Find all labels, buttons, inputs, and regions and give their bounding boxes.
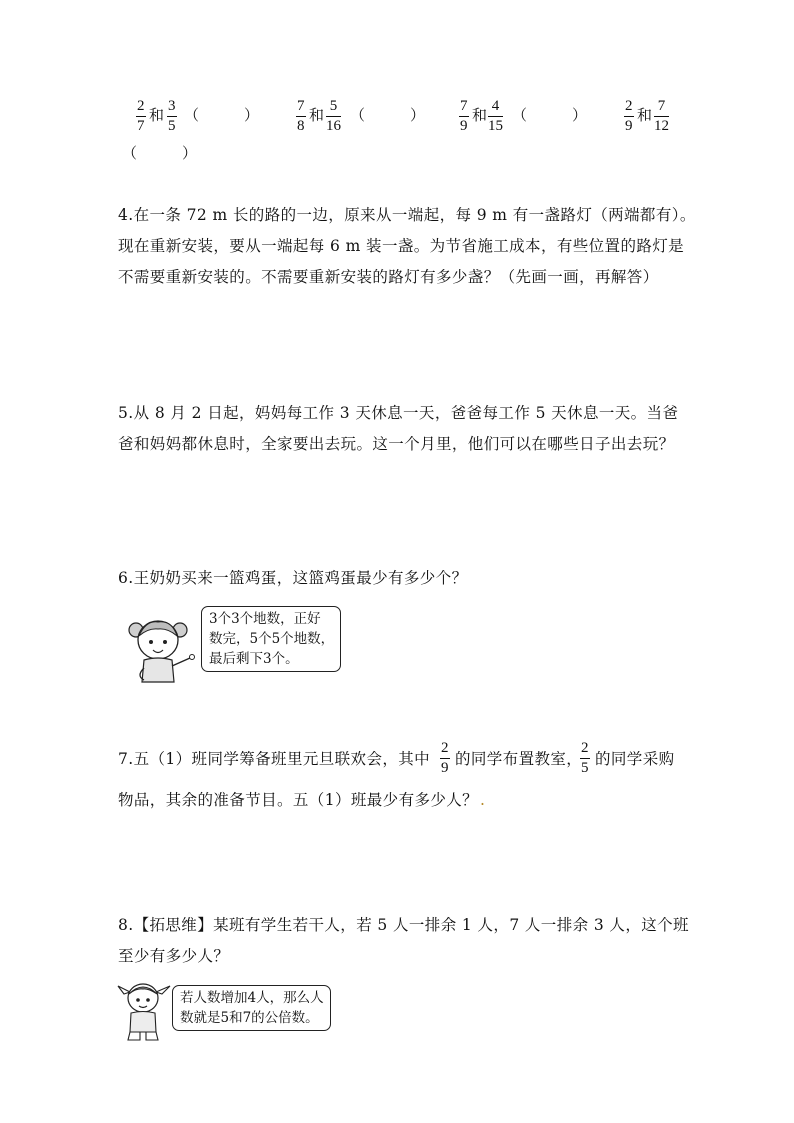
denominator: 5 bbox=[581, 760, 589, 776]
denominator: 15 bbox=[488, 118, 503, 134]
fraction-a-3 bbox=[459, 99, 469, 134]
fraction-a-1 bbox=[136, 99, 146, 134]
problem-5-line: 爸和妈妈都休息时，全家要出去玩。这一个月里，他们可以在哪些日子出去玩？ bbox=[118, 435, 675, 453]
numerator: 7 bbox=[460, 98, 468, 114]
denominator: 12 bbox=[654, 118, 669, 134]
and-word: 和 bbox=[472, 106, 488, 124]
and-word: 和 bbox=[309, 106, 325, 124]
hint-speech-bubble-6 bbox=[201, 606, 341, 672]
denominator: 9 bbox=[625, 118, 633, 134]
problem-8-line: 8.【拓思维】某班有学生若干人，若 5 人一排余 1 人，7 人一排余 3 人，这个班 bbox=[118, 916, 689, 934]
fraction-b-3 bbox=[488, 99, 503, 134]
fraction-two-fifths bbox=[580, 741, 590, 776]
denominator: 9 bbox=[460, 118, 468, 134]
girl-illustration bbox=[126, 612, 198, 690]
bubble-line: 数就是5和7的公倍数。 bbox=[180, 1010, 319, 1026]
fraction-two-ninths bbox=[440, 741, 450, 776]
answer-blank-3[interactable]: （ ） bbox=[512, 106, 588, 124]
denominator: 16 bbox=[326, 118, 341, 134]
numerator: 3 bbox=[168, 98, 176, 114]
numerator: 2 bbox=[137, 98, 145, 114]
and-word: 和 bbox=[637, 106, 653, 124]
problem-7-suffix: 的同学采购 bbox=[595, 750, 675, 768]
numerator: 2 bbox=[625, 98, 633, 114]
elf-illustration bbox=[118, 980, 170, 1042]
numerator: 2 bbox=[581, 740, 589, 756]
numerator: 2 bbox=[441, 740, 449, 756]
denominator: 9 bbox=[441, 760, 449, 776]
numerator: 5 bbox=[329, 98, 338, 114]
denominator: 5 bbox=[168, 118, 176, 134]
denominator: 7 bbox=[137, 118, 145, 134]
bubble-line: 最后剩下3个。 bbox=[209, 651, 299, 667]
problem-7-prefix: 7.五（1）班同学筹备班里元旦联欢会，其中 bbox=[118, 750, 431, 768]
problem-8-line: 至少有多少人？ bbox=[118, 947, 230, 965]
numerator: 7 bbox=[297, 98, 305, 114]
problem-8 bbox=[118, 910, 688, 972]
stray-dot: . bbox=[480, 791, 485, 809]
fraction-b-4 bbox=[654, 99, 669, 134]
problem-6 bbox=[118, 563, 688, 594]
hint-speech-bubble-8 bbox=[172, 985, 331, 1031]
problem-4-line: 现在重新安装，要从一端起每 6 m 装一盏。为节省施工成本，有些位置的路灯是 bbox=[118, 237, 685, 255]
answer-blank-4[interactable]: （ ） bbox=[122, 144, 198, 162]
denominator: 8 bbox=[297, 118, 305, 134]
numerator: 4 bbox=[491, 98, 500, 114]
numerator: 7 bbox=[657, 98, 666, 114]
problem-4-line: 4.在一条 72 m 长的路的一边，原来从一端起，每 9 m 有一盏路灯（两端都有）。 bbox=[118, 206, 696, 224]
bubble-line: 若人数增加4人，那么人 bbox=[180, 990, 324, 1006]
problem-4 bbox=[118, 200, 696, 293]
fraction-b-1 bbox=[167, 99, 177, 134]
problem-6-text: 6.王奶奶买来一篮鸡蛋，这篮鸡蛋最少有多少个？ bbox=[118, 569, 468, 587]
problem-7-mid: 的同学布置教室， bbox=[455, 750, 583, 768]
problem-7-line-2: 物品，其余的准备节目。五（1）班最少有多少人？ bbox=[118, 791, 479, 809]
problem-4-line: 不需要重新安装的。不需要重新安装的路灯有多少盏？（先画一画，再解答） bbox=[118, 268, 659, 286]
answer-blank-1[interactable]: （ ） bbox=[184, 106, 260, 124]
problem-5 bbox=[118, 398, 688, 460]
answer-blank-2[interactable]: （ ） bbox=[350, 106, 426, 124]
fraction-b-2 bbox=[326, 99, 341, 134]
fraction-a-2 bbox=[296, 99, 306, 134]
problem-5-line: 5.从 8 月 2 日起，妈妈每工作 3 天休息一天，爸爸每工作 5 天休息一天。当爸 bbox=[118, 404, 679, 422]
and-word: 和 bbox=[149, 106, 165, 124]
bubble-line: 3个3个地数，正好 bbox=[209, 611, 321, 627]
bubble-line: 数完，5个5个地数， bbox=[209, 631, 335, 647]
fraction-a-4 bbox=[624, 99, 634, 134]
